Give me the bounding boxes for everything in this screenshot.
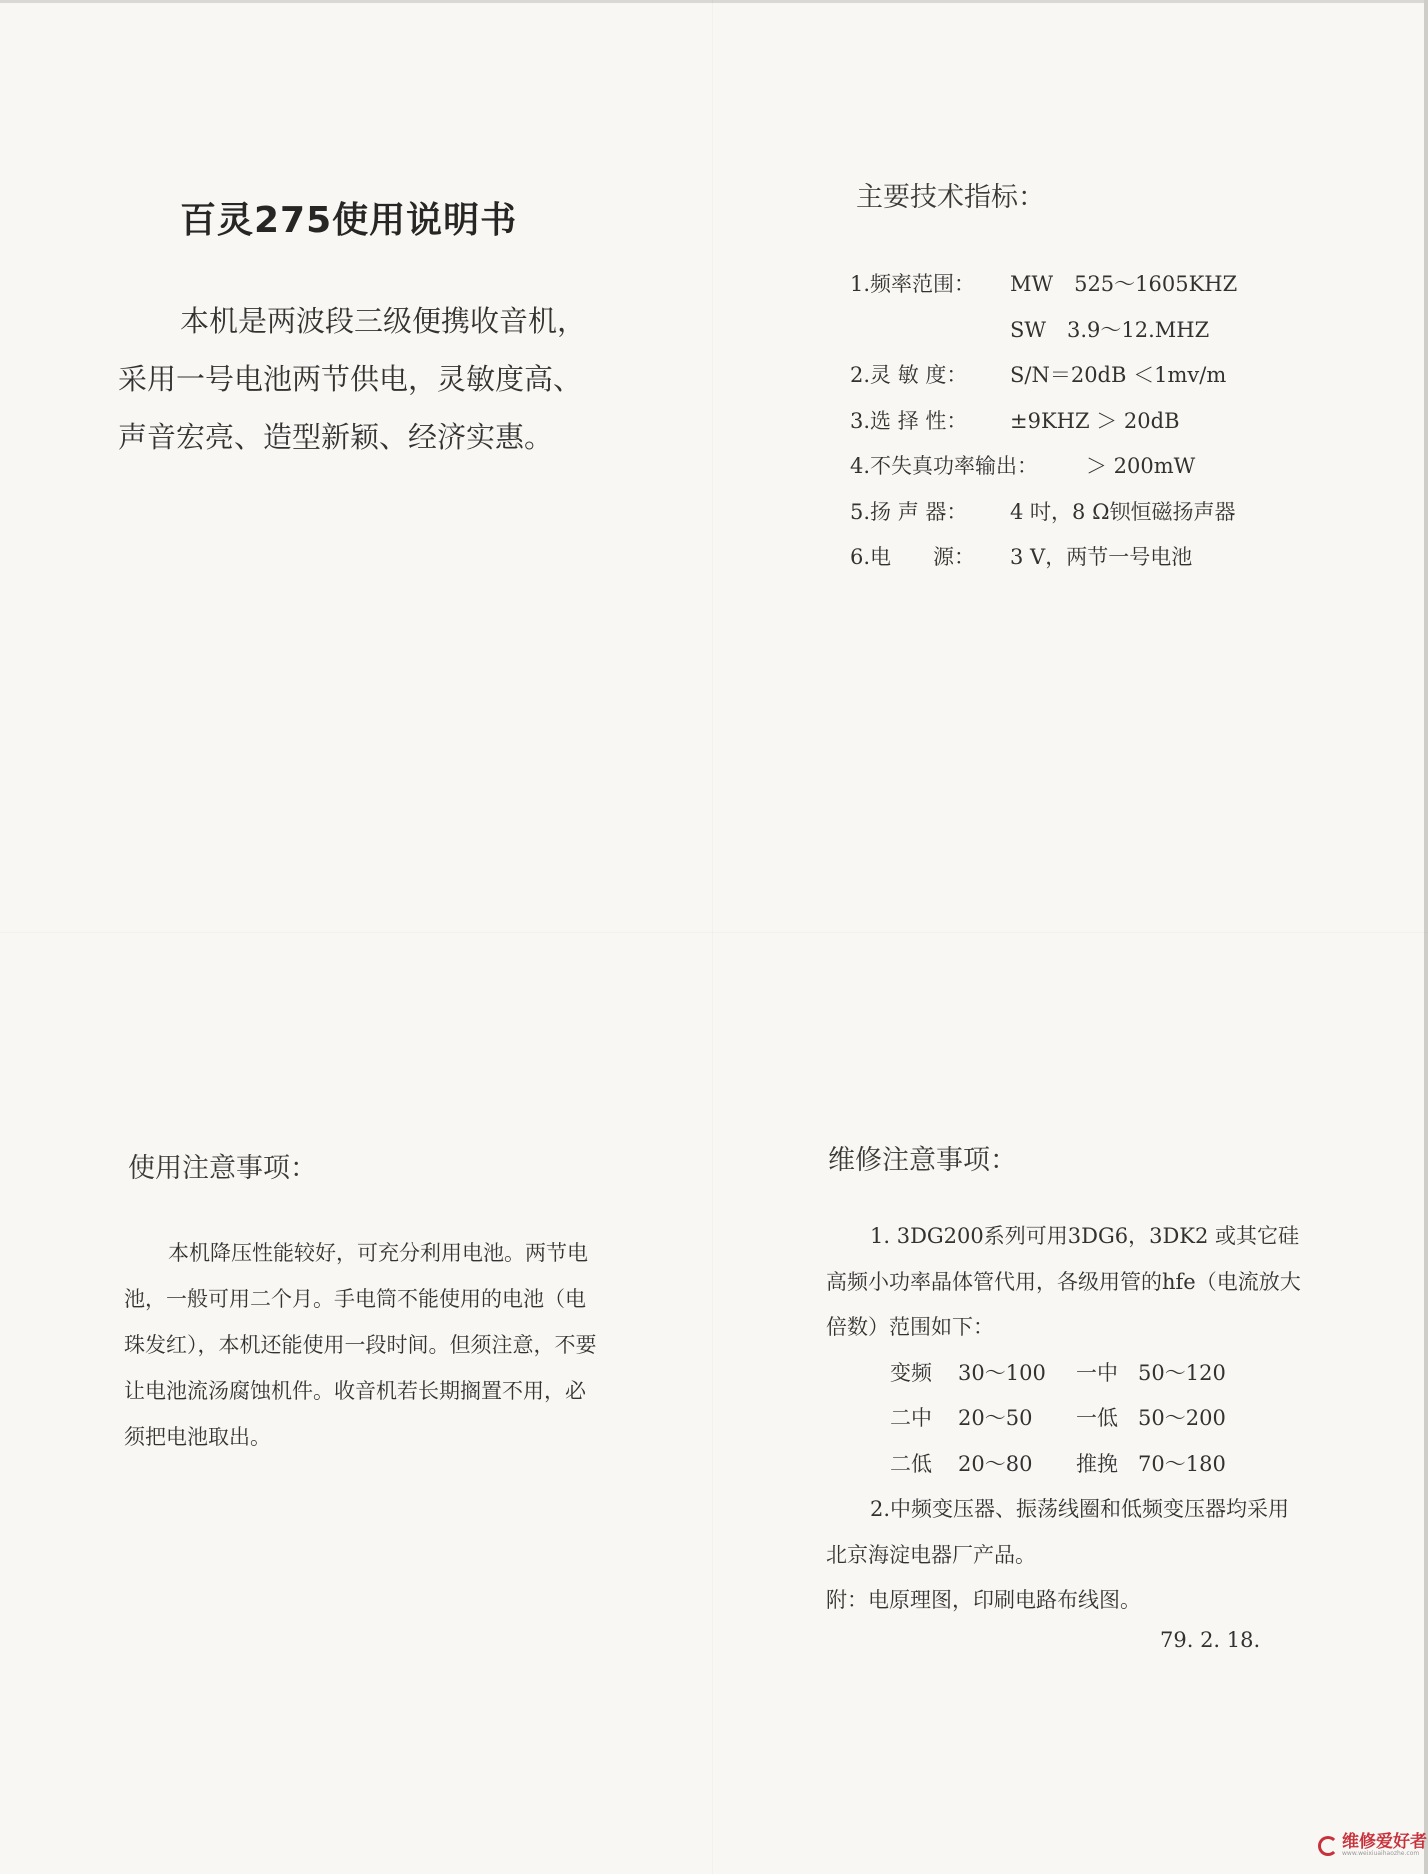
watermark-text: 维修爱好者	[1342, 1832, 1427, 1852]
hfe-row	[826, 1351, 1306, 1397]
spec-value: 4 吋，8 Ω钡恒磁扬声器	[1010, 499, 1236, 524]
spec-row	[850, 314, 1390, 360]
hfe-row	[826, 1396, 1306, 1442]
spec-row	[850, 405, 1390, 451]
intro-line: 采用一号电池两节供电，灵敏度高、	[118, 362, 583, 396]
page-edge	[1424, 0, 1428, 1874]
hfe-row	[826, 1442, 1306, 1488]
repair-appendix: 附：电原理图，印刷电路布线图。	[826, 1588, 1141, 1612]
spec-row	[850, 450, 1390, 496]
spec-label: 3.选 择 性：	[850, 408, 968, 433]
spec-value: ＞ 200mW	[1086, 454, 1196, 478]
spec-label: 5.扬 声 器：	[850, 499, 968, 524]
hfe-stage: 二低	[890, 1451, 932, 1476]
page-edge	[0, 0, 1428, 3]
hfe-stage: 一中	[1076, 1360, 1118, 1385]
repair-notes-heading: 维修注意事项：	[828, 1145, 1017, 1176]
logo-ring-icon	[1318, 1836, 1338, 1856]
hfe-range: 30～100	[958, 1360, 1046, 1385]
document-title: 百灵275使用说明书	[180, 200, 518, 241]
specs-list	[850, 268, 1390, 587]
watermark-url: www.weixiuaihaozhe.com	[1342, 1850, 1420, 1857]
repair-notes-body	[826, 1214, 1306, 1624]
spec-row	[850, 541, 1390, 587]
spec-value: 3 V，两节一号电池	[1010, 545, 1193, 569]
spec-value: SW 3.9～12.MHZ	[1010, 317, 1210, 342]
spec-row	[850, 268, 1390, 314]
hfe-range: 20～80	[958, 1451, 1033, 1476]
document-date: 79. 2. 18.	[1160, 1628, 1261, 1652]
watermark-logo	[1318, 1834, 1427, 1857]
fold-line	[712, 0, 713, 1874]
repair-item-1: 1. 3DG200系列可用3DG6，3DK2 或其它硅高频小功率晶体管代用，各级用管的hfe（电流放大倍数）范围如下：	[826, 1224, 1301, 1339]
hfe-stage: 二中	[890, 1406, 932, 1430]
spec-label: 6.电 源：	[850, 545, 976, 569]
repair-item-2: 2.中频变压器、振荡线圈和低频变压器均采用北京海淀电器厂产品。	[826, 1497, 1290, 1567]
hfe-range: 20～50	[958, 1406, 1033, 1430]
intro-paragraph	[118, 292, 618, 466]
hfe-range: 50～120	[1138, 1360, 1226, 1385]
intro-line: 本机是两波段三级便携收音机，	[180, 304, 587, 338]
hfe-range: 70～180	[1138, 1451, 1226, 1476]
spec-label: 1.频率范围：	[850, 272, 976, 296]
hfe-stage: 变频	[890, 1360, 932, 1385]
intro-line: 声音宏亮、造型新颖、经济实惠。	[118, 420, 554, 454]
hfe-stage: 一低	[1076, 1406, 1118, 1430]
usage-notes-body	[124, 1230, 600, 1460]
spec-value: ±9KHZ ＞ 20dB	[1010, 408, 1180, 433]
spec-row	[850, 496, 1390, 542]
spec-row	[850, 359, 1390, 405]
spec-value: MW 525～1605KHZ	[1010, 272, 1238, 296]
fold-line	[0, 932, 1428, 933]
usage-notes-heading: 使用注意事项：	[128, 1153, 317, 1184]
spec-label: 4.不失真功率输出：	[850, 454, 1039, 478]
spec-value: S/N＝20dB ＜1mv/m	[1010, 363, 1227, 387]
spec-label: 2.灵 敏 度：	[850, 363, 968, 387]
usage-notes-text: 本机降压性能较好，可充分利用电池。两节电池，一般可用二个月。手电筒不能使用的电池（电珠发红），本机还能使用一段时间。但须注意，不要让电池流汤腐蚀机件。收音机若长期搁置不用，必须把电池取出。	[124, 1241, 597, 1449]
hfe-stage: 推挽	[1076, 1451, 1118, 1476]
specs-heading: 主要技术指标：	[856, 182, 1045, 213]
hfe-range: 50～200	[1138, 1406, 1226, 1430]
